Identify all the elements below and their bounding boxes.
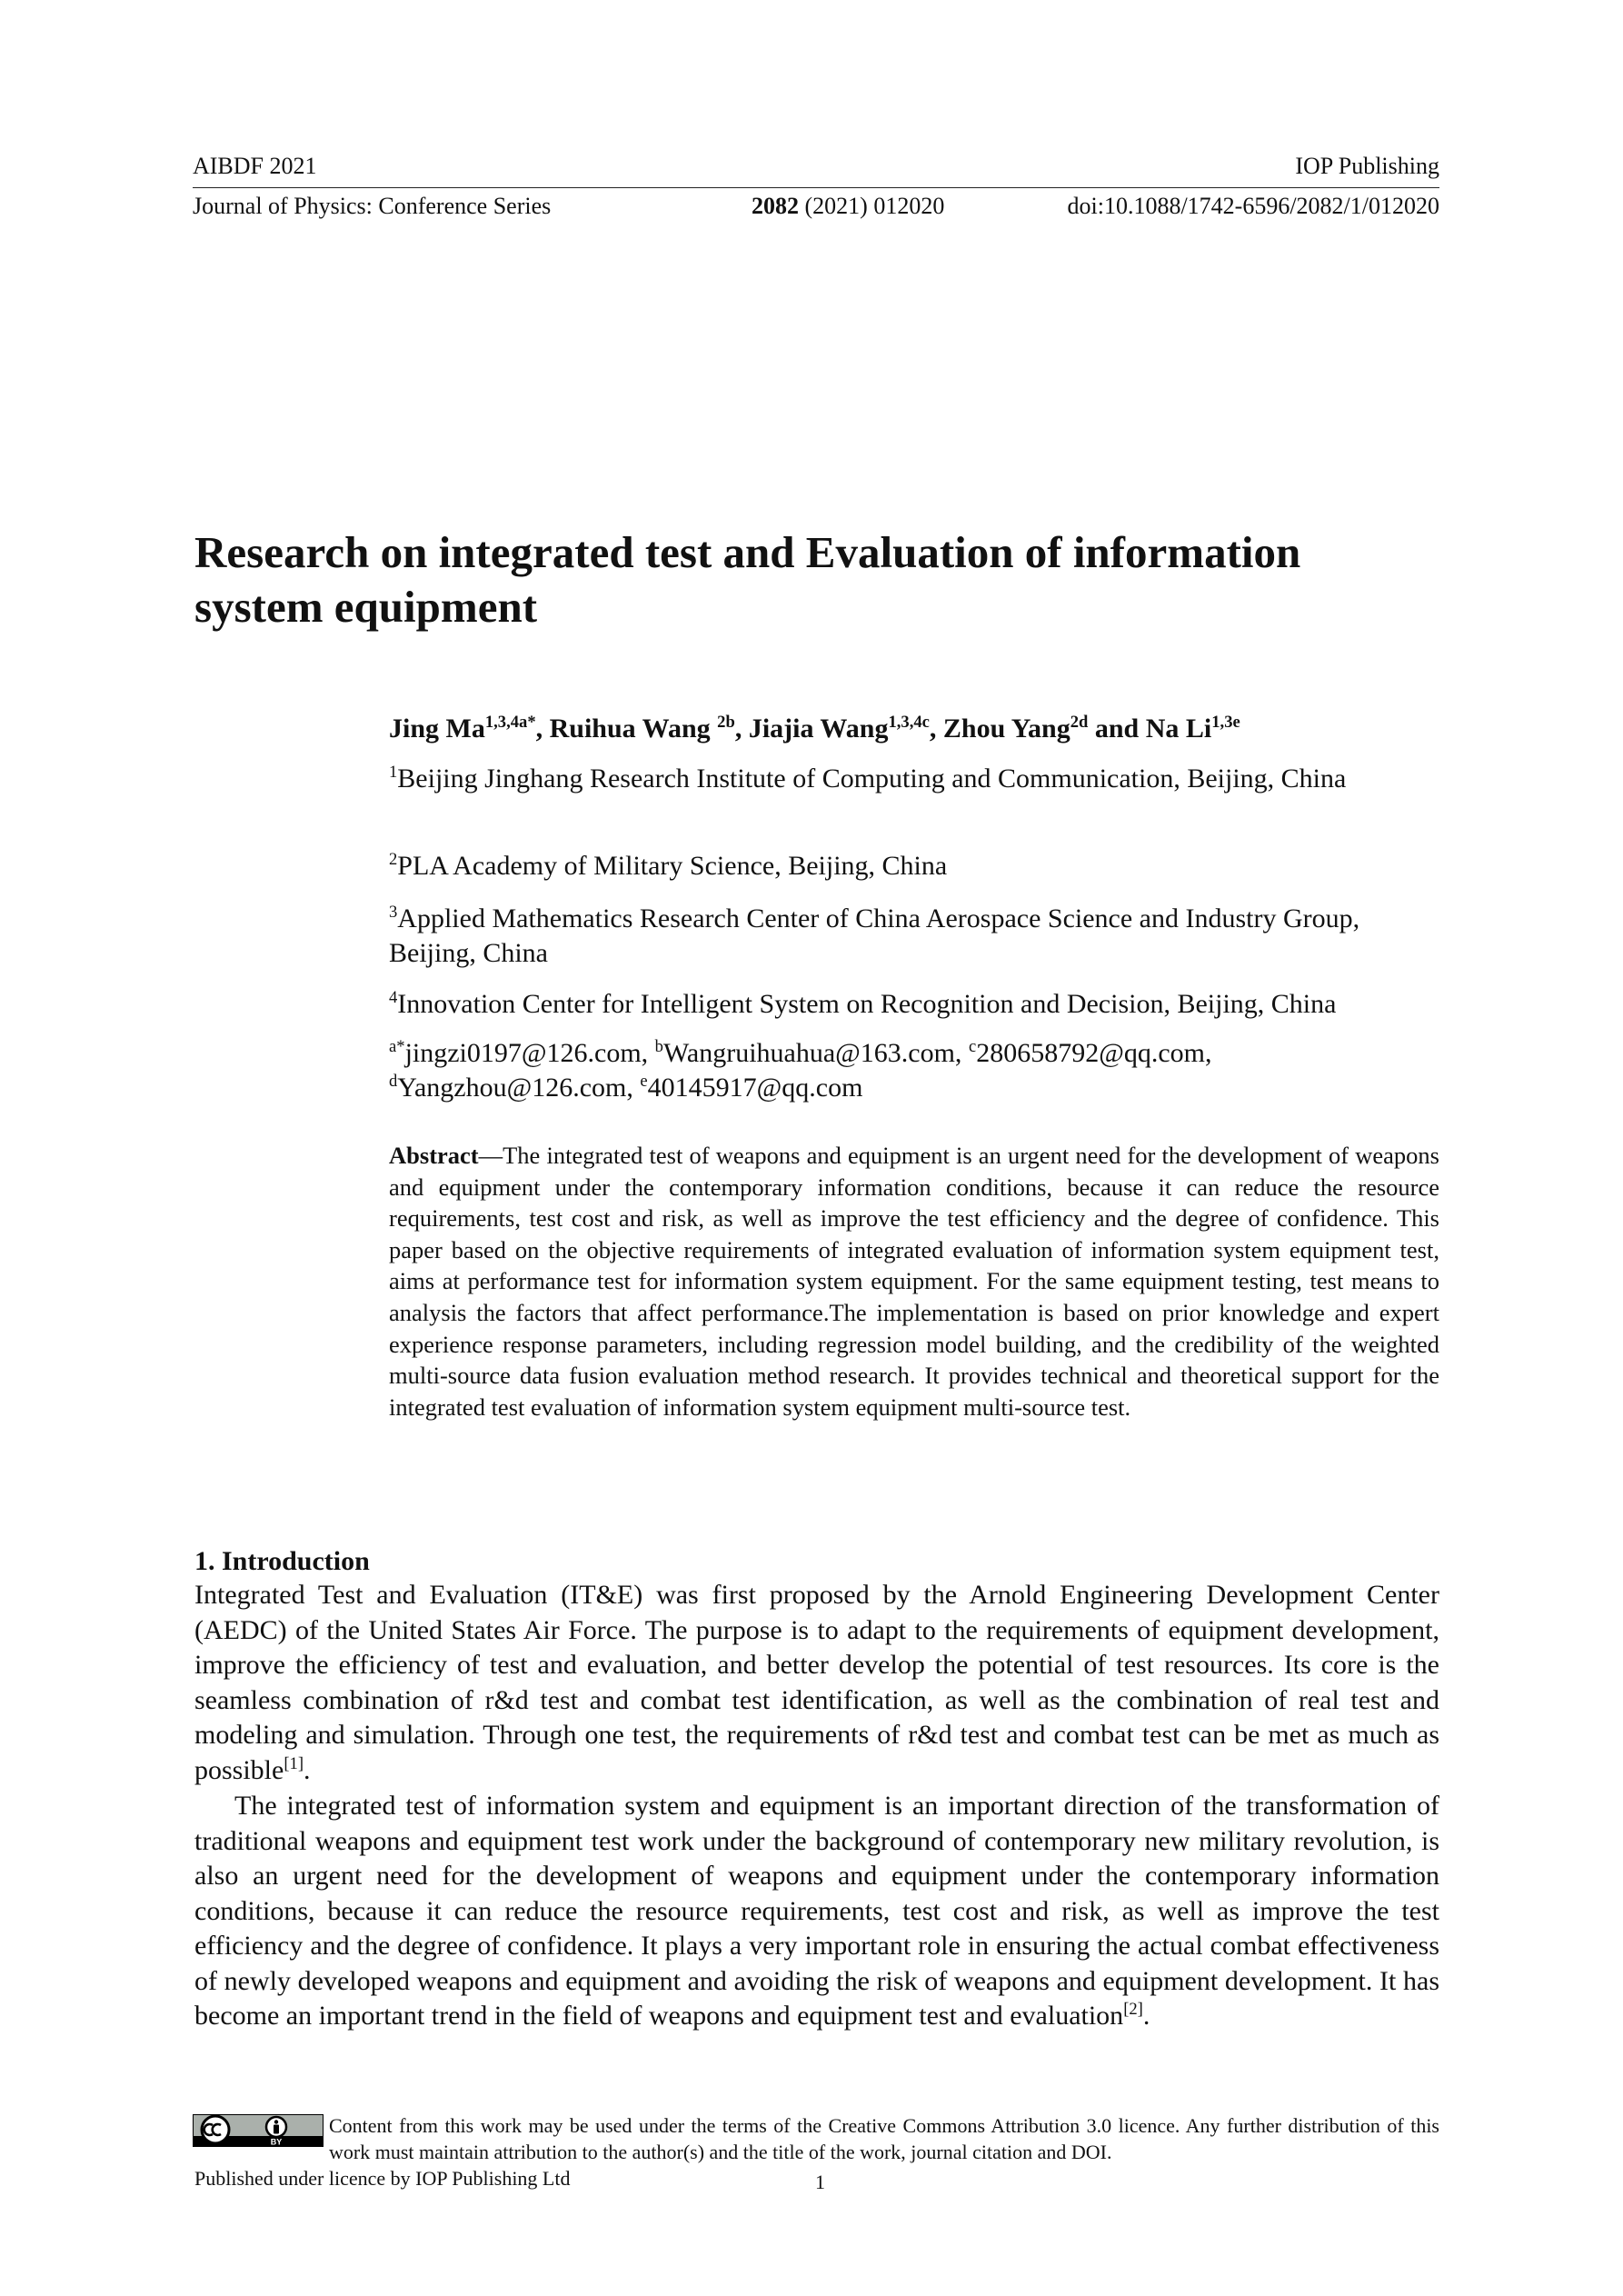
email-sup: c bbox=[968, 1037, 977, 1056]
email: 40145917@qq.com bbox=[647, 1073, 863, 1103]
author-name: Zhou Yang bbox=[942, 714, 1070, 744]
author-separator: , bbox=[535, 714, 550, 744]
volume-info bbox=[752, 193, 944, 220]
abstract bbox=[389, 1140, 1439, 1423]
author-separator: , bbox=[734, 714, 749, 744]
section-heading: 1. Introduction bbox=[194, 1546, 370, 1576]
affiliation-sup: 1 bbox=[389, 763, 398, 782]
affiliation-sup: 3 bbox=[389, 903, 398, 922]
author-sup: 1,3,4c bbox=[888, 713, 930, 732]
abstract-label: Abstract bbox=[389, 1142, 479, 1169]
affiliation bbox=[389, 902, 1443, 971]
paper-title: Research on integrated test and Evaluation of information system equipment bbox=[194, 527, 1301, 632]
paragraph-end: . bbox=[1142, 2001, 1150, 2031]
author-name: Na Li bbox=[1145, 714, 1212, 744]
email-list bbox=[389, 1036, 1443, 1105]
affiliation-text: Applied Mathematics Research Center of China Aerospace Science and Industry Group, Beijing, China bbox=[389, 903, 1360, 968]
affiliation-sup: 2 bbox=[389, 850, 398, 869]
author-name: Jiajia Wang bbox=[748, 714, 889, 744]
author-separator: and bbox=[1088, 714, 1146, 744]
author-name: Jing Ma bbox=[389, 714, 485, 744]
author-list bbox=[389, 713, 1443, 745]
author-sup: 2d bbox=[1070, 713, 1089, 732]
doi: doi:10.1088/1742-6596/2082/1/012020 bbox=[1067, 193, 1439, 219]
email: 280658792@qq.com, bbox=[976, 1038, 1212, 1068]
affiliation-text: Innovation Center for Intelligent System on Recognition and Decision, Beijing, China bbox=[397, 989, 1337, 1019]
cc-license-icon bbox=[193, 2114, 324, 2147]
publisher-name: IOP Publishing bbox=[1295, 153, 1439, 179]
affiliation-text: Beijing Jinghang Research Institute of Computing and Communication, Beijing, China bbox=[397, 764, 1347, 794]
email-sup: e bbox=[640, 1072, 648, 1091]
conference-name: AIBDF 2021 bbox=[193, 153, 317, 179]
intro-paragraph-2 bbox=[194, 1789, 1439, 2034]
cc-by-label: BY bbox=[270, 2137, 283, 2147]
email-sup: d bbox=[389, 1072, 398, 1091]
intro-paragraph-1 bbox=[194, 1578, 1439, 1788]
paragraph-end: . bbox=[304, 1754, 311, 1785]
header-rule bbox=[193, 187, 1439, 188]
author-sup: 2b bbox=[717, 713, 735, 732]
affiliation bbox=[389, 849, 1443, 883]
author-sup: 1,3e bbox=[1211, 713, 1240, 732]
volume-number: 2082 bbox=[752, 193, 799, 219]
license-text: Content from this work may be used under the terms of the Creative Commons Attribution 3.0 licence. Any further distribution of this work must maintain attribution to the author(s) and the title of the work, journal citation and DOI. bbox=[329, 2114, 1439, 2163]
affiliation bbox=[389, 762, 1443, 796]
email: Yangzhou@126.com, bbox=[397, 1073, 641, 1103]
affiliation bbox=[389, 987, 1443, 1022]
published-under: Published under licence by IOP Publishing Ltd bbox=[194, 2167, 571, 2190]
email-sup: a* bbox=[389, 1037, 405, 1056]
abstract-text: —The integrated test of weapons and equipment is an urgent need for the development of weapons and equipment under the contemporary information conditions, because it can reduce the resource requirements, test cost and risk, as well as improve the test efficiency and the degree of confidence. This paper based on the objective requirements of integrated evaluation of information system equipment test, aims at performance test for information system equipment. For the same equipment testing, test means to analysis the factors that affect performance.The implementation is based on prior knowledge and expert experience response parameters, including regression model building, and the credibility of the weighted multi-source data fusion evaluation method research. It provides technical and theoretical support for the integrated test evaluation of information system equipment multi-source test. bbox=[389, 1142, 1439, 1421]
email-sup: b bbox=[654, 1037, 663, 1056]
affiliation-sup: 4 bbox=[389, 988, 398, 1007]
paragraph-text: Integrated Test and Evaluation (IT&E) was first proposed by the Arnold Engineering Development Center (AEDC) of the United States Air Force. The purpose is to adapt to the requirements of equipment development, improve the efficiency of test and evaluation, and better develop the potential of test resources. Its core is the seamless combination of r&d test and combat test identification, as well as the combination of real test and modeling and simulation. Through one test, the requirements of r&d test and combat test can be met as much as possible bbox=[194, 1580, 1439, 1785]
page-number: 1 bbox=[815, 2171, 825, 2193]
author-separator: , bbox=[929, 714, 943, 744]
affiliation-text: PLA Academy of Military Science, Beijing, China bbox=[397, 851, 948, 881]
email: jingzi0197@126.com, bbox=[404, 1038, 655, 1068]
email: Wangruihuahua@163.com, bbox=[662, 1038, 969, 1068]
journal-name: Journal of Physics: Conference Series bbox=[193, 193, 552, 219]
citation: [2] bbox=[1123, 2000, 1143, 2019]
year-article: (2021) 012020 bbox=[799, 193, 945, 219]
citation: [1] bbox=[284, 1753, 304, 1773]
paragraph-text: The integrated test of information system and equipment is an important direction of the transformation of traditional weapons and equipment test work under the background of contemporary new military revolution, is also an urgent need for the development of weapons and equipment under the contemporary information conditions, because it can reduce the resource requirements, test cost and risk, as well as improve the test efficiency and the degree of confidence. It plays a very important role in ensuring the actual combat effectiveness of newly developed weapons and equipment and avoiding the risk of weapons and equipment development. It has become an important trend in the field of weapons and equipment test and evaluation bbox=[194, 1791, 1439, 2031]
author-sup: 1,3,4a* bbox=[484, 713, 536, 732]
author-name: Ruihua Wang bbox=[549, 714, 718, 744]
